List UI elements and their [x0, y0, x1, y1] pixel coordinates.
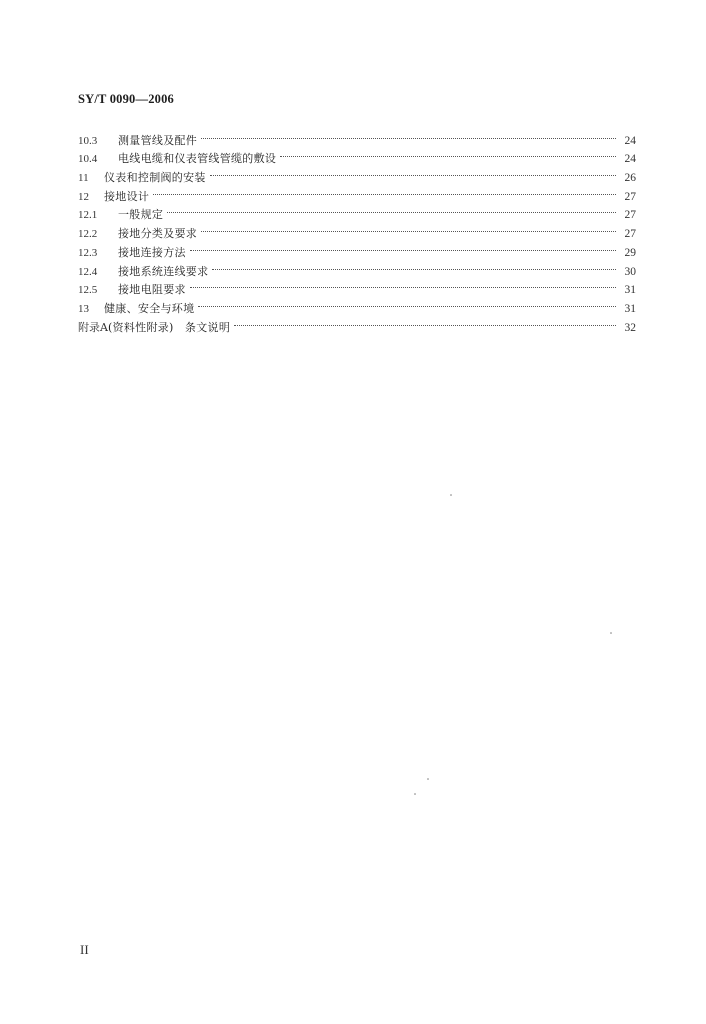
toc-entry-page: 24	[624, 134, 636, 147]
toc-entry-title: 接地电阻要求	[118, 283, 186, 297]
toc-entry-number: 12.2	[78, 228, 98, 241]
scan-speck	[450, 494, 452, 496]
toc-entry-page: 26	[624, 172, 636, 185]
toc-entry-page: 32	[624, 321, 636, 334]
toc-entry-number: 10.3	[78, 134, 98, 147]
toc-entry-number: 13	[78, 302, 89, 315]
toc-leader-dots	[210, 162, 616, 181]
toc-leader-dots	[212, 256, 616, 275]
toc-entry-number: 12	[78, 190, 89, 203]
toc-entry-page: 24	[624, 153, 636, 166]
toc-entry-number: 10.4	[78, 153, 98, 166]
toc-entry-title: 电线电缆和仪表管线管缆的敷设	[118, 152, 277, 166]
scan-speck	[414, 793, 416, 795]
toc-entry-number: 12.1	[78, 209, 98, 222]
toc-entry-title: 测量管线及配件	[118, 133, 198, 147]
toc-entry-number: 12.4	[78, 265, 98, 278]
toc-leader-dots	[190, 275, 616, 294]
toc-entry-title: 接地分类及要求	[118, 227, 198, 241]
scan-speck	[610, 632, 612, 634]
toc-entry-12[interactable]	[78, 181, 636, 203]
toc-entry-page: 29	[624, 246, 636, 259]
toc-entry-10-3[interactable]	[78, 125, 636, 147]
toc-leader-dots	[201, 125, 616, 144]
toc-leader-dots	[167, 200, 616, 219]
toc-entry-page: 27	[624, 209, 636, 222]
standard-code-header: SY/T 0090—2006	[78, 92, 174, 106]
toc-leader-dots	[201, 218, 616, 237]
scan-speck	[427, 778, 429, 780]
toc-leader-dots	[234, 312, 616, 331]
toc-entry-page: 31	[624, 302, 636, 315]
toc-entry-title: 仪表和控制阀的安装	[104, 171, 206, 185]
toc-entry-page: 27	[624, 190, 636, 203]
toc-entry-title: 一般规定	[118, 208, 164, 222]
toc-entry-number: 11	[78, 172, 89, 185]
toc-entry-number: 附录A	[78, 320, 108, 334]
toc-entry-number: 12.3	[78, 246, 98, 259]
toc-entry-title: (资料性附录) 条文说明	[107, 320, 231, 334]
page-number: II	[80, 942, 89, 957]
toc-entry-12-1[interactable]	[78, 200, 636, 222]
toc-entry-title: 接地连接方法	[118, 245, 186, 259]
toc-entry-title: 健康、安全与环境	[104, 301, 195, 315]
toc-entry-number: 12.5	[78, 284, 98, 297]
toc-leader-dots	[190, 237, 616, 256]
toc-entry-page: 27	[624, 228, 636, 241]
toc-leader-dots	[198, 293, 616, 312]
table-of-contents	[78, 125, 636, 334]
toc-entry-page: 31	[624, 284, 636, 297]
toc-entry-title: 接地设计	[104, 189, 150, 203]
toc-entry-title: 接地系统连线要求	[118, 264, 209, 278]
toc-leader-dots	[153, 181, 616, 200]
toc-leader-dots	[280, 144, 616, 163]
toc-entry-page: 30	[624, 265, 636, 278]
